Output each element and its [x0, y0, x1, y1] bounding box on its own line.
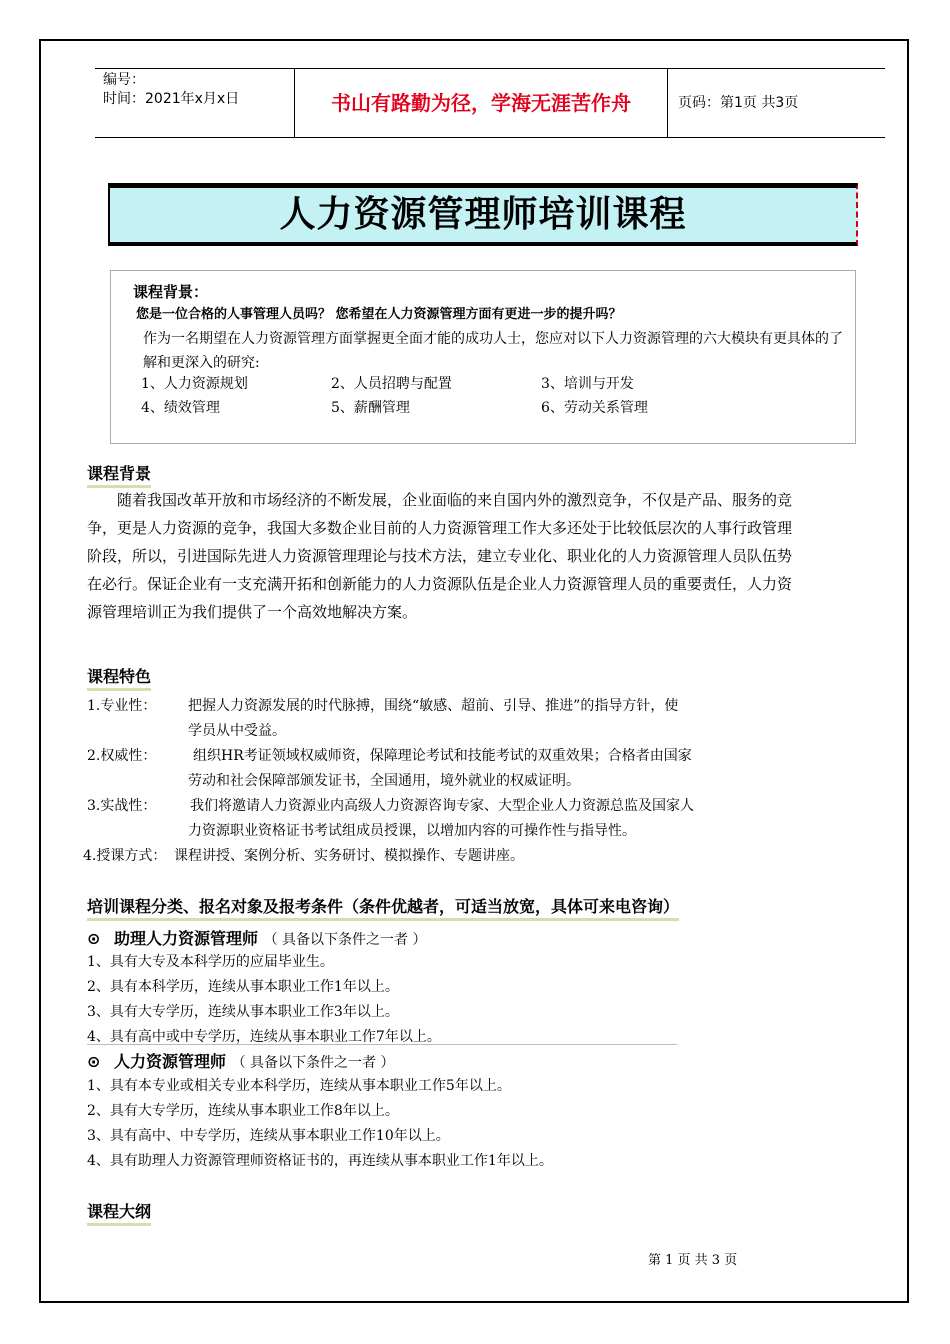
feature-label: 2.权威性： — [87, 748, 157, 764]
feature-label: 4.授课方式： — [83, 848, 167, 864]
group-name: 助理人力资源管理师 — [113, 929, 258, 948]
header-meta — [95, 69, 295, 137]
section-heading-outline: 课程大纲 — [87, 1199, 151, 1226]
feature-label: 1.专业性： — [87, 698, 157, 714]
page-footer: 第 1 页 共 3 页 — [648, 1253, 738, 1268]
requirement-item: 1、具有本专业或相关专业本科学历，连续从事本职业工作5年以上。 — [87, 1078, 511, 1094]
document-time: 时间：2021年x月x日 — [103, 91, 240, 107]
module-item: 5、薪酬管理 — [331, 400, 410, 416]
module-item: 4、绩效管理 — [141, 400, 220, 416]
intro-box — [110, 270, 856, 444]
group-note: （ 具备以下条件之一者 ） — [263, 932, 427, 948]
section-heading-requirements: 培训课程分类、报名对象及报考条件（条件优越者，可适当放宽，具体可来电咨询） — [87, 894, 679, 921]
header-motto: 书山有路勤为径，学海无涯苦作舟 — [295, 69, 668, 137]
divider — [87, 1044, 677, 1045]
feature-text: 劳动和社会保障部颁发证书，全国通用，境外就业的权威证明。 — [188, 773, 580, 789]
feature-text: 组织HR考证领域权威师资，保障理论考试和技能考试的双重效果；合格者由国家 — [193, 748, 692, 764]
section-heading-background: 课程背景 — [87, 461, 151, 488]
requirement-item: 2、具有大专学历，连续从事本职业工作8年以上。 — [87, 1103, 399, 1119]
intro-heading: 课程背景： — [133, 283, 209, 301]
group-note: （ 具备以下条件之一者 ） — [231, 1055, 395, 1071]
module-item: 3、培训与开发 — [541, 376, 634, 392]
module-item: 2、人员招聘与配置 — [331, 376, 452, 392]
requirement-item: 2、具有本科学历，连续从事本职业工作1年以上。 — [87, 979, 399, 995]
circle-dot-icon: ⊙ — [87, 929, 101, 948]
group-heading-assistant — [87, 926, 426, 949]
intro-question: 您是一位合格的人事管理人员吗？ 您希望在人力资源管理方面有更进一步的提升吗？ — [136, 307, 622, 322]
group-heading-manager — [87, 1049, 394, 1072]
title-banner — [108, 183, 858, 246]
feature-text: 力资源职业资格证书考试组成员授课，以增加内容的可操作性与指导性。 — [188, 823, 636, 839]
module-item: 1、人力资源规划 — [141, 376, 248, 392]
requirement-item: 3、具有高中、中专学历，连续从事本职业工作10年以上。 — [87, 1128, 450, 1144]
requirement-item: 1、具有大专及本科学历的应届毕业生。 — [87, 954, 334, 970]
intro-paragraph: 作为一名期望在人力资源管理方面掌握更全面才能的成功人士，您应对以下人力资源管理的六大模块有更具体的了解和更深入的研究: — [143, 331, 843, 371]
circle-dot-icon: ⊙ — [87, 1052, 101, 1071]
section-heading-features: 课程特色 — [87, 664, 151, 691]
requirement-item: 3、具有大专学历，连续从事本职业工作3年以上。 — [87, 1004, 399, 1020]
requirement-item: 4、具有助理人力资源管理师资格证书的，再连续从事本职业工作1年以上。 — [87, 1153, 553, 1169]
feature-text: 课程讲授、案例分析、实务研讨、模拟操作、专题讲座。 — [174, 848, 524, 864]
feature-label: 3.实战性： — [87, 798, 157, 814]
header-page-info: 页码：第1页 共3页 — [678, 95, 799, 111]
page-title: 人力资源管理师培训课程 — [279, 194, 687, 235]
feature-text: 学员从中受益。 — [188, 723, 286, 739]
requirement-item: 4、具有高中或中专学历，连续从事本职业工作7年以上。 — [87, 1029, 441, 1045]
feature-text: 把握人力资源发展的时代脉搏，围绕“敏感、超前、引导、推进”的指导方针，使 — [188, 698, 679, 714]
module-item: 6、劳动关系管理 — [541, 400, 648, 416]
document-number-label: 编号： — [103, 72, 145, 88]
document-header — [95, 68, 885, 138]
group-name: 人力资源管理师 — [113, 1052, 226, 1071]
feature-text: 我们将邀请人力资源业内高级人力资源咨询专家、大型企业人力资源总监及国家人 — [190, 798, 694, 814]
background-paragraph: 随着我国改革开放和市场经济的不断发展，企业面临的来自国内外的激烈竞争，不仅是产品、服务的竞争，更是人力资源的竞争，我国大多数企业目前的人力资源管理工作大多还处于比较低层次的人事行政管理阶段，所以，引进国际先进人力资源管理理论与技术方法，建立专业化、职业化的人力资源管理人员队伍势在必行。保证企业有一支充满开拓和创新能力的人力资源队伍是企业人力资源管理人员的重要责任，人力资源管理培训正为我们提供了一个高效地解决方案。 — [87, 491, 793, 621]
